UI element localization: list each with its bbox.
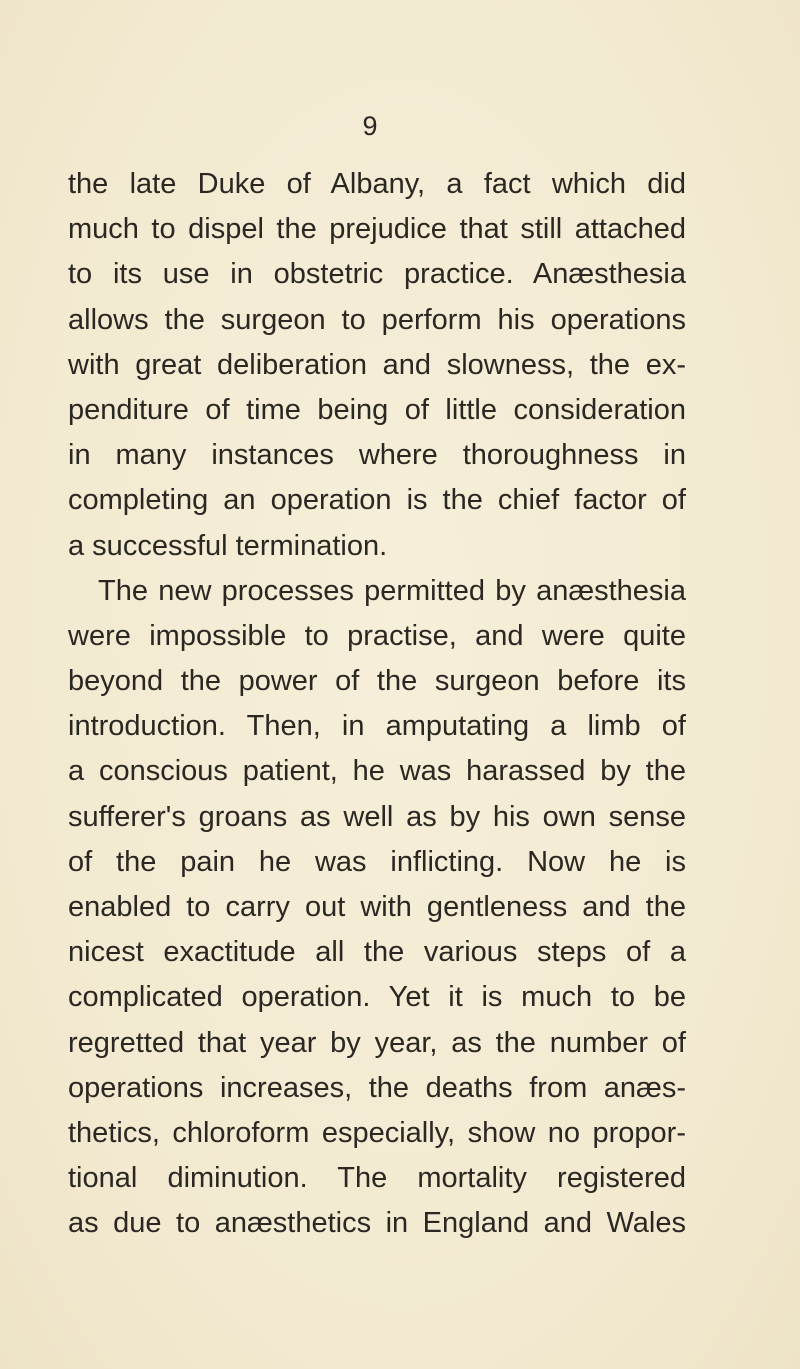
text-line: the late Duke of Albany, a fact which did [68,168,686,200]
text-line: introduction. Then, in amputating a limb of [68,710,686,743]
text-line: much to dispel the prejudice that still attached [68,213,686,246]
text-line: of the pain he was inflicting. Now he is [68,845,686,878]
text-line: regretted that year by year, as the number of [68,1026,686,1059]
text-line: were impossible to practise, and were quite [68,619,686,652]
text-line: thetics, chloroform especially, show no propor- [68,1116,686,1149]
text-line: tional diminution. The mortality registered [68,1162,686,1195]
page-number: 9 [362,111,378,141]
text-line: nicest exactitude all the various steps of a [68,936,686,969]
text-line: allows the surgeon to perform his operations [68,303,686,336]
text-line: beyond the power of the surgeon before its [68,665,686,698]
text-line: completing an operation is the chief factor of [68,484,686,517]
text-line: penditure of time being of little consideration [68,393,686,426]
text-line: sufferer's groans as well as by his own sense [68,800,686,833]
text-line: a successful termination. [68,529,388,562]
text-line: enabled to carry out with gentleness and the [68,891,686,923]
text-line: complicated operation. Yet it is much to be [68,981,686,1014]
text-line: to its use in obstetric practice. Anæsthesia [68,258,686,291]
body-text [68,162,686,1247]
text-line: in many instances where thoroughness in [68,439,686,472]
text-line: operations increases, the deaths from anæs- [68,1071,686,1104]
text-line: as due to anæsthetics in England and Wales [68,1207,686,1240]
text-line: a conscious patient, he was harassed by the [68,755,686,788]
text-line: The new processes permitted by anæsthesia [98,574,686,607]
text-line: with great deliberation and slowness, the ex- [68,348,686,381]
